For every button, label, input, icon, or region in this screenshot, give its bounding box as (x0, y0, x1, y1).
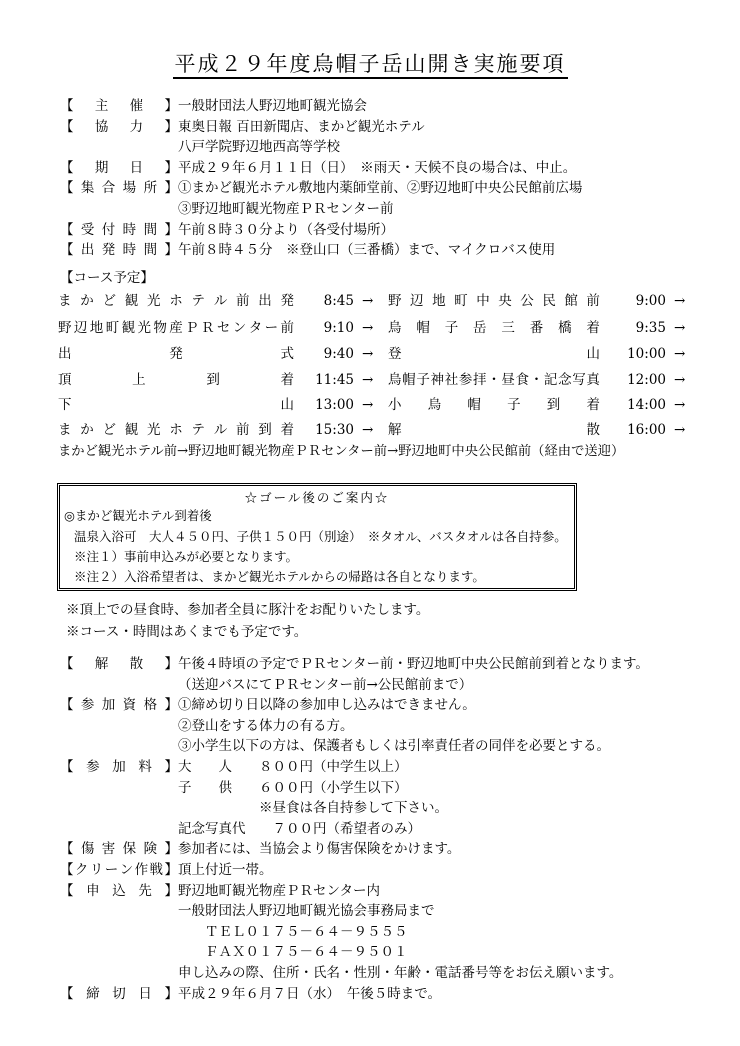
details-value: 午後４時頃の予定でＰＲセンター前・野辺地町中央公民館前到着となります。 (178, 656, 649, 672)
info-label: 【 協 力 】 (60, 118, 178, 135)
course-heading: 【コース予定】 (60, 270, 154, 286)
arrow-icon: → (362, 320, 374, 336)
info-value: 八戸学院野辺地西高等学校 (178, 139, 340, 156)
course-row (58, 420, 690, 440)
goal-box-line: ※注２）入浴希望者は、まかど観光ホテルからの帰路は各自となります。 (74, 569, 485, 584)
goal-box-title: ☆ゴール後のご案内☆ (244, 490, 390, 505)
course-from: 野 辺 地 町 観 光 物 産 Ｐ Ｒ セ ン タ ー 前 (58, 320, 294, 336)
goal-info-box (57, 483, 577, 591)
course-from: ま か ど 観 光 ホ テ ル 前 出 発 (58, 293, 294, 309)
details-value: 申し込みの際、住所・氏名・性別・年齢・電話番号等をお伝え願います。 (178, 965, 623, 981)
course-from: ま か ど 観 光 ホ テ ル 前 到 着 (58, 422, 294, 438)
info-value: 東奥日報 百田新聞店、まかど観光ホテル (178, 118, 425, 135)
info-value: ①まかど観光ホテル敷地内薬師堂前、②野辺地町中央公民館前広場 (178, 180, 583, 197)
details-value: ②登山をする体力の有る方。 (178, 717, 354, 734)
details-value: 記念写真代 ７００円（希望者のみ） (178, 820, 421, 837)
course-row (58, 370, 690, 390)
goal-box-line: 温泉入浴可 大人４５０円、子供１５０円（別途） ※タオル、バスタオルは各自持参。 (74, 529, 567, 544)
arrow-icon: → (362, 372, 374, 388)
arrow-icon: → (674, 372, 686, 388)
course-from: 出 発 式 (58, 346, 294, 362)
note-line: ※頂上での昼食時、参加者全員に豚汁をお配りいたします。 (66, 602, 430, 618)
course-time: 14:00 (627, 397, 666, 413)
course-from: 頂 上 到 着 (58, 372, 294, 388)
arrow-icon: → (674, 346, 686, 362)
course-to: 小 烏 帽 子 到 着 (388, 397, 600, 413)
info-value: ③野辺地町観光物産ＰＲセンター前 (178, 201, 394, 217)
details-value: ③小学生以下の方は、保護者もしくは引率責任者の同伴を必要とする。 (178, 738, 610, 755)
details-value: 平成２９年６月７日（水） 午後５時まで。 (178, 985, 441, 1002)
course-time: 10:00 (627, 346, 666, 362)
course-time: 13:00 (315, 397, 354, 413)
course-to: 登 山 (388, 346, 600, 362)
course-time: 9:10 (323, 320, 354, 336)
info-value: 午前８時３０分より（各受付場所） (178, 221, 394, 238)
details-value: 頂上付近一帯。 (178, 862, 273, 878)
arrow-icon: → (674, 293, 686, 309)
arrow-icon: → (362, 397, 374, 413)
details-value: （送迎バスにてＰＲセンター前→公民館前まで） (178, 676, 473, 693)
arrow-icon: → (362, 346, 374, 362)
info-label: 【 期 日 】 (60, 159, 178, 176)
course-row (58, 318, 690, 338)
details-label: 【 ク リ ー ン 作 戦 】 (60, 862, 178, 878)
course-route: まかど観光ホテル前→野辺地町観光物産ＰＲセンター前→野辺地町中央公民館前（経由で送迎） (58, 444, 625, 459)
arrow-icon: → (674, 397, 686, 413)
course-time: 9:35 (635, 320, 666, 336)
details-value: 野辺地町観光物産ＰＲセンター内 (178, 882, 380, 899)
course-to: 烏 帽 子 神 社 参 拝 ・ 昼 食 ・ 記 念 写 真 (388, 372, 600, 388)
details-value: 子 供 ６００円（小学生以下） (178, 779, 408, 796)
course-row (58, 344, 690, 364)
details-value: ＴＥＬ０１７５－６４－９５５５ (178, 923, 408, 940)
course-time: 12:00 (627, 372, 666, 388)
course-time: 15:30 (315, 422, 354, 438)
info-label: 【 受 付 時 間 】 (60, 221, 178, 238)
details-value: 大 人 ８００円（中学生以上） (178, 759, 408, 775)
info-value: 平成２９年６月１１日（日） ※雨天・天候不良の場合は、中止。 (178, 159, 577, 176)
course-to: 烏 帽 子 岳 三 番 橋 着 (388, 320, 600, 336)
details-label: 【 申 込 先 】 (60, 882, 178, 899)
arrow-icon: → (674, 320, 686, 336)
course-row (58, 291, 690, 311)
info-label: 【 主 催 】 (60, 98, 178, 114)
note-line: ※コース・時間はあくまでも予定です。 (66, 624, 308, 640)
info-value: 一般財団法人野辺地町観光協会 (178, 98, 367, 114)
details-label: 【 傷 害 保 険 】 (60, 841, 178, 858)
course-time: 8:45 (323, 293, 354, 309)
goal-box-line: ◎まかど観光ホテル到着後 (64, 508, 212, 523)
details-value: ＦＡＸ０１７５－６４－９５０１ (178, 944, 408, 961)
course-time: 16:00 (627, 422, 666, 438)
details-label: 【 参 加 料 】 (60, 759, 178, 775)
details-label: 【 締 切 日 】 (60, 985, 178, 1002)
course-to: 野 辺 地 町 中 央 公 民 館 前 (388, 293, 600, 309)
details-label: 【 解 散 】 (60, 656, 178, 672)
page-title: 平成２９年度烏帽子岳山開き実施要項 (0, 48, 740, 78)
arrow-icon: → (674, 422, 686, 438)
course-to: 解 散 (388, 422, 600, 438)
course-row (58, 395, 690, 415)
course-time: 11:45 (315, 372, 354, 388)
info-value: 午前８時４５分 ※登山口（三番橋）まで、マイクロバス使用 (178, 242, 556, 259)
arrow-icon: → (362, 293, 374, 309)
details-value: 参加者には、当協会より傷害保険をかけます。 (178, 841, 461, 858)
course-time: 9:40 (323, 346, 354, 362)
details-value: ①締め切り日以降の参加申し込みはできません。 (178, 697, 476, 714)
course-time: 9:00 (635, 293, 666, 309)
details-value: 一般財団法人野辺地町観光協会事務局まで (178, 903, 435, 920)
details-label: 【 参 加 資 格 】 (60, 697, 178, 714)
course-from: 下 山 (58, 397, 294, 413)
info-label: 【 集 合 場 所 】 (60, 180, 178, 197)
info-label: 【 出 発 時 間 】 (60, 242, 178, 259)
arrow-icon: → (362, 422, 374, 438)
details-value: ※昼食は各自持参して下さい。 (178, 800, 448, 817)
goal-box-line: ※注１）事前申込みが必要となります。 (74, 549, 299, 564)
